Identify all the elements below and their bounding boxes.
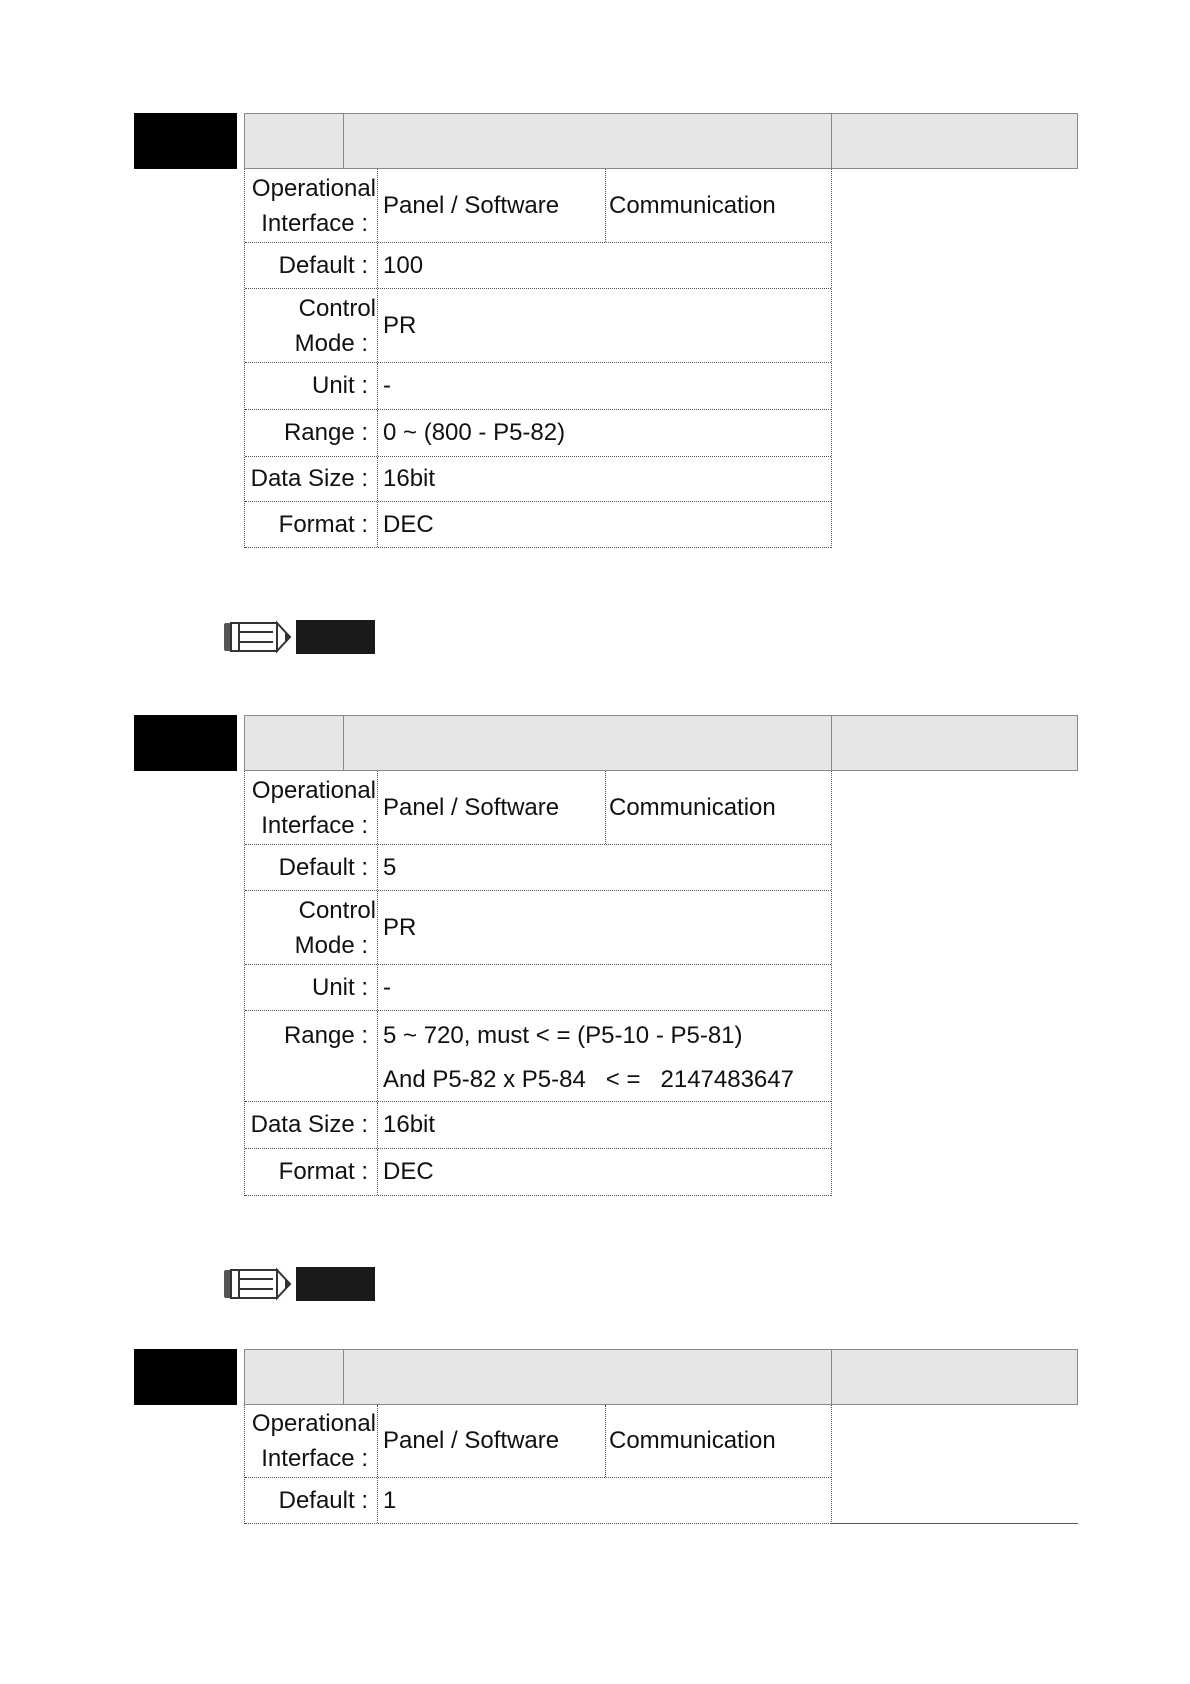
default-value: 100 (383, 251, 424, 279)
format-row (245, 502, 831, 548)
parameter-header (244, 1349, 1078, 1405)
note-label-bar (296, 620, 375, 654)
range-row (245, 1011, 831, 1102)
parameter-header (244, 113, 1078, 169)
header-cell-name (344, 1350, 832, 1404)
unit-value: - (383, 973, 391, 1001)
format-row (245, 1149, 831, 1196)
interface-label (245, 169, 378, 242)
note-icon (223, 620, 293, 654)
control-mode-label (245, 891, 378, 964)
range-label: Range : (283, 419, 368, 446)
control-mode-row (245, 891, 831, 965)
redacted-parameter-box (134, 715, 237, 771)
parameter-table (244, 1405, 832, 1524)
default-label: Default : (278, 251, 368, 279)
interface-label-line1: Operational (251, 776, 376, 804)
interface-row (245, 1405, 831, 1478)
unit-row (245, 363, 831, 410)
interface-row (245, 169, 831, 243)
header-cell-reference (832, 716, 1077, 770)
header-cell-address (245, 114, 344, 168)
note-icon (223, 1267, 293, 1301)
interface-row (245, 771, 831, 845)
table-end-line (832, 1523, 1078, 1524)
interface-label-line1: Operational (251, 1410, 376, 1437)
interface-option-panel: Panel / Software (378, 169, 606, 242)
control-mode-label (245, 289, 378, 362)
interface-option-panel: Panel / Software (378, 1405, 606, 1477)
control-mode-label-line2: Mode : (294, 931, 368, 959)
unit-label: Unit : (311, 973, 368, 1001)
interface-option-communication: Communication (609, 191, 776, 219)
default-row (245, 845, 831, 891)
format-value: DEC (383, 1158, 434, 1185)
interface-label (245, 771, 378, 844)
data-size-value: 16bit (383, 465, 436, 492)
header-cell-name (344, 114, 832, 168)
header-cell-address (245, 716, 344, 770)
data-size-value: 16bit (383, 1111, 436, 1138)
control-mode-value: PR (383, 913, 417, 941)
default-value: 5 (383, 853, 397, 881)
parameter-table (244, 169, 832, 548)
default-label: Default : (278, 853, 368, 881)
default-row (245, 243, 831, 289)
redacted-parameter-box (134, 113, 237, 169)
interface-option-communication: Communication (609, 793, 776, 821)
parameter-table (244, 771, 832, 1196)
interface-label-line2: Interface : (261, 1445, 368, 1472)
redacted-parameter-box (134, 1349, 237, 1405)
range-value-line1: 5 ~ 720, must < = (P5-10 - P5-81) (383, 1022, 743, 1049)
interface-label-line1: Operational (251, 174, 376, 202)
header-cell-address (245, 1350, 344, 1404)
unit-row (245, 965, 831, 1011)
interface-option-communication: Communication (609, 1427, 776, 1454)
format-value: DEC (383, 510, 434, 538)
interface-option-panel: Panel / Software (378, 771, 606, 844)
interface-label-line2: Interface : (261, 811, 368, 839)
unit-value: - (383, 372, 391, 399)
interface-label-line2: Interface : (261, 209, 368, 237)
data-size-row (245, 457, 831, 502)
format-label: Format : (278, 510, 368, 538)
header-cell-name (344, 716, 832, 770)
default-label: Default : (278, 1486, 368, 1514)
control-mode-label-line1: Control (298, 896, 376, 924)
header-cell-reference (832, 1350, 1077, 1404)
parameter-header (244, 715, 1078, 771)
control-mode-label-line1: Control (298, 294, 376, 322)
range-row (245, 410, 831, 457)
control-mode-value: PR (383, 311, 417, 339)
control-mode-row (245, 289, 831, 363)
data-size-label: Data Size : (250, 465, 368, 492)
note-label-bar (296, 1267, 375, 1301)
range-value-line2: And P5-82 x P5-84 < = 2147483647 (383, 1066, 794, 1093)
format-label: Format : (278, 1158, 368, 1185)
interface-label (245, 1405, 378, 1477)
range-value (378, 1011, 831, 1101)
data-size-label: Data Size : (250, 1111, 368, 1138)
default-row (245, 1478, 831, 1524)
range-value: 0 ~ (800 - P5-82) (383, 419, 566, 446)
control-mode-label-line2: Mode : (294, 329, 368, 357)
data-size-row (245, 1102, 831, 1149)
header-cell-reference (832, 114, 1077, 168)
unit-label: Unit : (311, 372, 368, 399)
default-value: 1 (383, 1486, 397, 1514)
range-label: Range : (283, 1022, 368, 1049)
